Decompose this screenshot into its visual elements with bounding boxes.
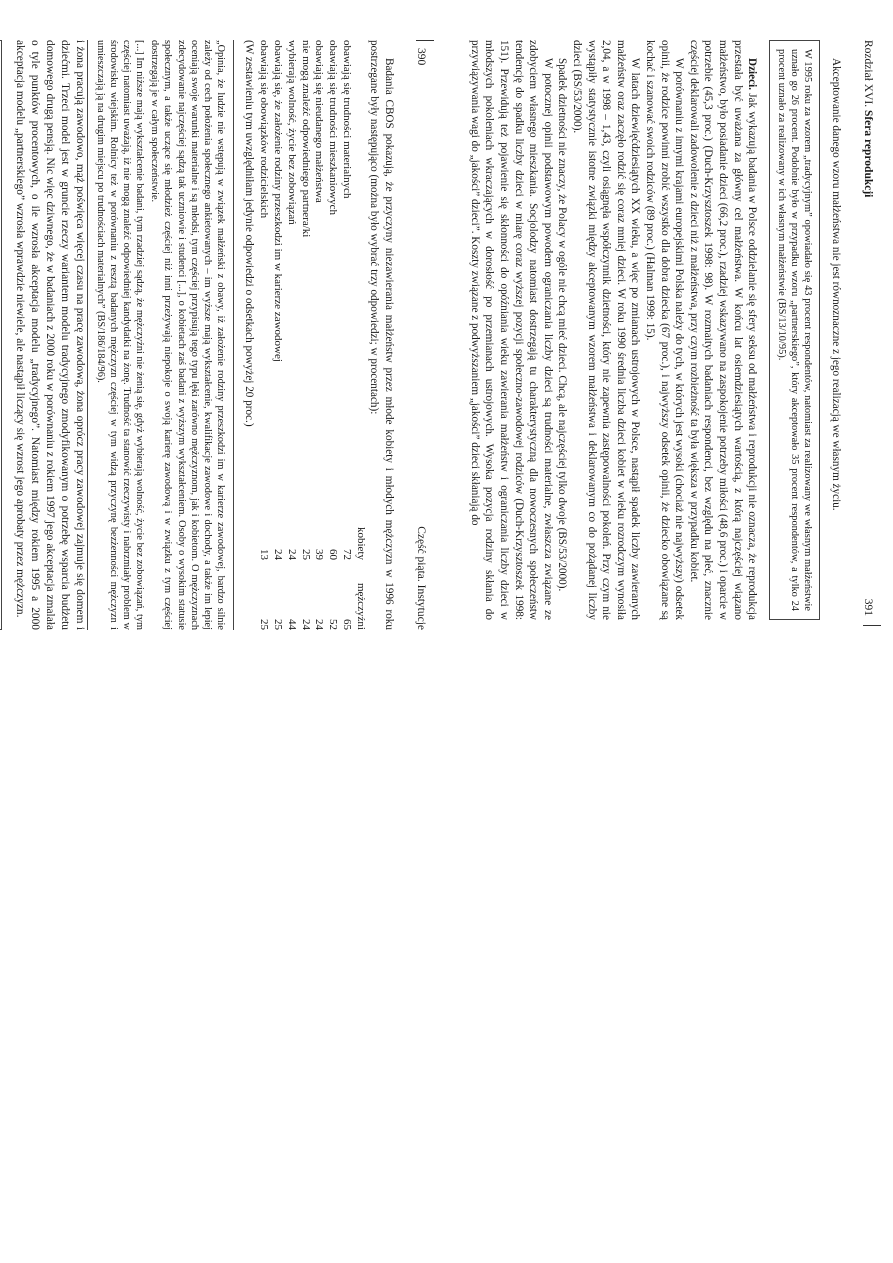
row-women: 24 xyxy=(272,549,285,560)
section-lead: Dzieci. xyxy=(746,58,759,90)
row-label: obawiają się obowiązków rodzicielskich xyxy=(258,40,271,219)
info-box-text: W 1995 roku za wzorem „tradycyjnym” opowiadało się 43 procent respondentów, natomiast za realizowany we własnym małżeństwie uznało go 26 procent. Podobnie było w przypadku wzoru „partnerskiego”, który akceptowało 35 procent respondentów, a tylko 24 procent uznało za realizowany w ich własnym małżeństwie (BS/13/10/95). xyxy=(776,49,814,611)
row-women: 39 xyxy=(313,549,326,560)
intro-paragraph: Akceptowanie danego wzoru małżeństwa nie jest równoznaczne z jego realizacją we własnym życiu. xyxy=(830,58,842,511)
body-paragraph: W porównaniu z innymi krajami europejskimi Polska należy do tych, w których jest wysoki (chociaż nie najwyższy) odsetek opinii, że rodzice powinni zrobić wszystko dla dobra dziecka (67 proc.), i najwyższy odsetek opinii, że dziecko obowiązane są kochać i szanować swoich rodziców (89 proc.) (Halman 1999: 15). xyxy=(643,40,686,620)
row-women: 25 xyxy=(299,549,312,560)
info-box xyxy=(769,40,820,620)
row-label: wybierają wolność, życie bez zobowiązań xyxy=(285,40,298,225)
table-row xyxy=(270,40,284,630)
table-header-label xyxy=(353,40,367,504)
row-women: 60 xyxy=(327,549,340,560)
row-women: 72 xyxy=(341,549,354,560)
body-paragraph xyxy=(686,40,759,620)
row-men: 25 xyxy=(258,619,271,630)
row-men: 52 xyxy=(327,619,340,630)
body-paragraph: i żona pracują zawodowo, mąż poświęca więcej czasu na pracę zawodową, żona oprócz pracy zawodowej zajmuje się domem i dziećmi. Trzeci model jest w gruncie rzeczy wariantem modelu tradycyjnego zmodyfikowanym o potrzebę wsparcia budżetu domowego drugą pensją. Nic więc dziwnego, że w badaniach z 2000 roku w porównaniu z rokiem 1997 jego akceptacja zmalała o tyle punktów procentowych, o ile wzrosła akceptacja modelu „tradycyjnego”. Natomiast między rokiem 1995 a 2000 akceptacja modelu „partnerskiego” wzrosła wprawdzie niewiele, ale nastąpił liczący się wzrost jego aprobaty przez mężczyzn. xyxy=(13,40,86,630)
row-label: obawiają się nieudanego małżeństwa xyxy=(313,40,326,203)
quote-box xyxy=(87,40,234,630)
row-men: 24 xyxy=(313,619,326,630)
table-header-men: mężczyźni xyxy=(354,582,367,630)
header-rule xyxy=(416,40,434,41)
page-number: 390 xyxy=(415,48,427,66)
table-header-row xyxy=(353,40,367,630)
table-row xyxy=(298,40,312,630)
row-men: 65 xyxy=(341,619,354,630)
accepted-models-table xyxy=(0,40,2,630)
body-paragraph: Spadek dzietności nie znaczy, że Polacy w ogóle nie chcą mieć dzieci. Chcą, ale najczęściej tylko dwoje (BS/53/2000). xyxy=(556,58,569,592)
table-row xyxy=(339,40,353,630)
intro-paragraph: Badania CBOS pokazują, że przyczyny niezawierania małżeństw przez młode kobiety i młodych mężczyzn w 1996 roku postrzegane były następująco (można było wybrać trzy odpowiedzi; w procentach): xyxy=(368,40,395,630)
row-women: 24 xyxy=(285,549,298,560)
running-header: Część piąta. Instytucje xyxy=(415,526,427,630)
body-paragraph: W latach dziewięćdziesiątych XX wieku, a więc po zmianach ustrojowych w Polsce, nastąpił spadek liczby zawieranych małżeństw oraz zaczęło rodzić się coraz mniej dzieci. W roku 1990 średnia liczba dzieci kobiet w wieku rozrodczym wynosiła 2,04, a w 1998 – 1,43, czyli osiągnęła współczynnik dzietności, który nie zapewnia zastępowalności pokoleń. Przy czym nie wystąpiły statystycznie istotne związki między akceptowanym wzorem małżeństwa i deklarowanym co do pożądanej liczby dzieci (BS/53/2000). xyxy=(571,40,642,620)
left-page-spread xyxy=(0,0,446,1263)
row-men: 44 xyxy=(285,619,298,630)
row-label: nie mogą znaleźć odpowiedniego partnera/ki xyxy=(299,40,312,238)
row-label: obawiają się trudności mieszkaniowych xyxy=(327,40,340,216)
row-women: 13 xyxy=(258,549,271,560)
right-page-spread xyxy=(447,0,893,1263)
row-men: 24 xyxy=(299,619,312,630)
table-row xyxy=(284,40,298,630)
page-content xyxy=(467,40,843,620)
page-390 xyxy=(0,40,446,630)
quote-paragraph: „Opinia, że ludzie nie wstępują w związek małżeński z obawy, iż założenie rodziny przeszkodzi im w karierze zawodowej, bardzo silnie zależy od cech położenia społecznego ankietowanych – im wyższe mają wykształcenie, kwalifikacje zawodowe i dochody, a także im lepiej oceniają swoje warunki materialne i są młodsi, tym częściej przypisują tego typu lęki zarówno mężczyznom, jak i kobietom. O mężczyznach zdecydowanie najczęściej sądzą tak uczniowie i studenci [...], o kobietach zaś badani z wyższym wykształceniem. Osoby o wysokim statusie społecznym, a także uczące się młodzież częściej niż inni przeżywają niepokoje o swoją karierę zawodową i w związku z tym częściej dostrzegają je w całym społeczeństwie. xyxy=(149,40,226,630)
running-header xyxy=(860,40,875,197)
header-section: Sfera reprodukcji xyxy=(862,109,874,198)
survey-table xyxy=(256,40,366,630)
table-row xyxy=(312,40,326,630)
table-row xyxy=(325,40,339,630)
table-row xyxy=(256,40,270,630)
body-paragraph: W potocznej opinii podstawowym powodem ograniczania liczby dzieci są trudności materialne, zwłaszcza związane ze zdobyciem własnego mieszkania. Socjolodzy natomiast dostrzegają tu charakterystyczną dla nowoczesnych społeczeństw tendencję do spadku liczby dzieci w miarę coraz wyższej pozycji społeczno-zawodowej rodziców (Duch-Krzysztoszek 1998: 151). Przewidują też pojawienie się skłonności do opóźniania wieku zawierania małżeństw i ograniczania liczby dzieci w młodszych pokoleniach wkraczających w dorosłość po przemianach ustrojowych. Wysoka pozycja rodziny skłania do przywiązywania wagi do „jakości” dzieci”. Koszty związane z podwyższaniem „jakości” dzieci skłaniają do xyxy=(468,40,554,620)
page-content xyxy=(0,40,396,630)
header-rule xyxy=(863,625,881,626)
paragraph-text: Jak wykazują badania w Polsce oddzielanie się sfery seksu od małżeństwa i reprodukcji nie oznacza, że reprodukcja przestała być uważana za główny cel małżeństwa. W końcu lat osiemdziesiątych wartością, z którą najczęściej wiązano małżeństwo, było posiadanie dzieci (66,2 proc.), rzadziej wskazywano na zaspokojenie potrzeby miłości (48,6 proc.) i oparcie w potrzebie (45,3 proc.) (Duch-Krzysztoszek 1998: 98). W rozmaitych badaniach respondenci, bez względu na płeć, znacznie częściej deklarowali zadowolenie z dzieci niż z małżeństwa, przy czym rozbieżność ta była większa w przypadku kobiet. xyxy=(687,40,759,620)
page-number: 391 xyxy=(862,598,874,616)
row-men: 25 xyxy=(272,619,285,630)
row-label: obawiają się, że założenie rodziny przeszkodzi im w karierze zawodowej xyxy=(272,40,285,362)
page-391 xyxy=(447,40,893,630)
header-chapter: Rozdział XVI. xyxy=(862,40,874,110)
table-header-women: kobiety xyxy=(354,527,367,560)
table-note: (W zestawieniu tym uwzględniłam jedynie odpowiedzi o odsetkach powyżej 20 proc.) xyxy=(243,40,256,427)
quote-paragraph: [...] Im niższe mają wykształcenie badani, tym rzadziej sądzą, że mężczyźni nie żenią się, gdyż wybierają wolność, życie bez zobowiązań, tym częściej natomiast uważają, iż nie mogą znaleźć odpowiedniej kandydatki na żonę. Trudność ta stanowić rzeczywisty i nabrzmiały problem w środowisku wiejskim. Rolnicy też w porównaniu z resztą badanych mężczyzn częściej w tym widzą przyczynę bezżenności mężczyzn i umieszczają ją na drugim miejscu po trudnościach materialnych” (BS/186/184/96). xyxy=(95,40,146,630)
row-label: obawiają się trudności materialnych xyxy=(341,40,354,199)
